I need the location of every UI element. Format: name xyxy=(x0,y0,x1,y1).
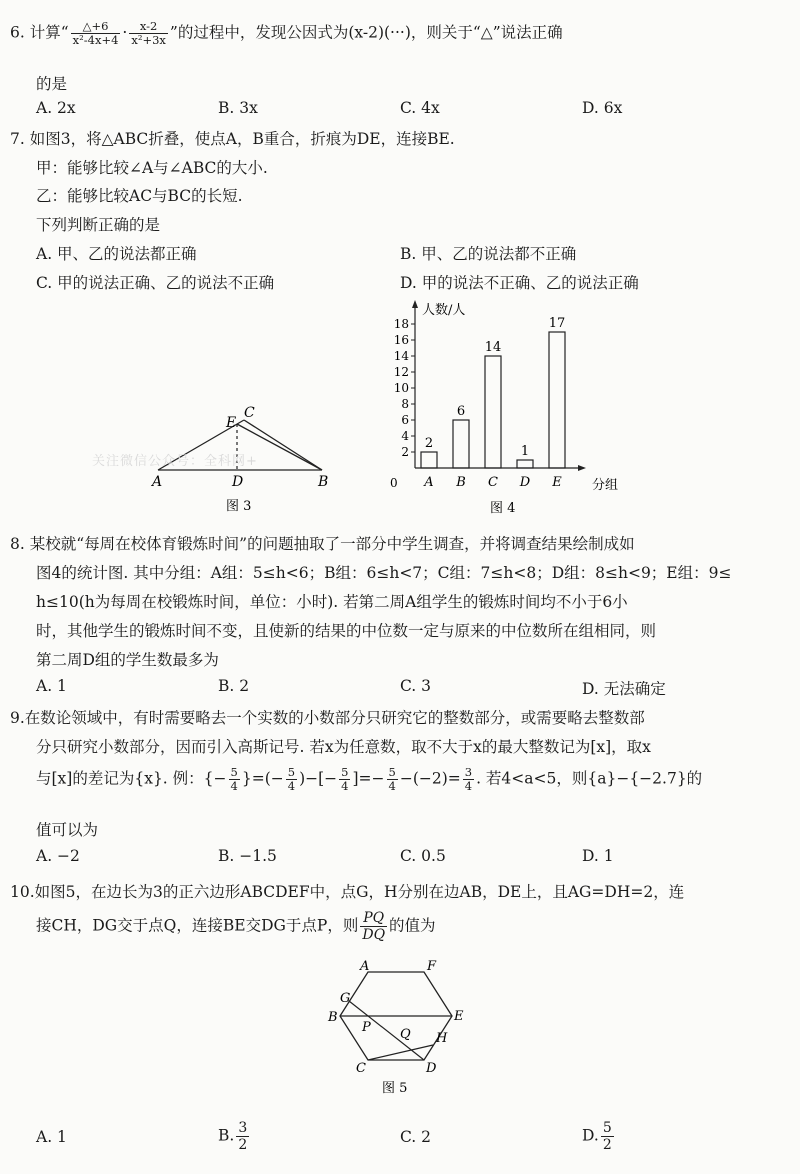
q7-stem xyxy=(10,127,455,149)
chart-y-arrow xyxy=(412,300,418,308)
q10-l2-a: 接CH，DG交于点Q，连接BE交DG于点P，则 xyxy=(36,916,359,935)
q6-option-a: A. 2x xyxy=(36,99,76,117)
q6-frac2-num: x-2 xyxy=(139,19,158,33)
q6-line2: 的是 xyxy=(36,75,68,93)
q9-frac1-num: 5 xyxy=(230,765,238,779)
fig3-label-d: D xyxy=(232,474,244,490)
q9-line1-text: 在数论领域中，有时需要略去一个实数的小数部分只研究它的整数部分，或需要略去整数部 xyxy=(24,709,645,727)
fig5-label-p: P xyxy=(362,1020,371,1035)
q9-frac-5 xyxy=(463,766,474,793)
q8-option-a: A. 1 xyxy=(36,677,67,695)
bar-value-label: 1 xyxy=(520,444,530,459)
fig5-label-e: E xyxy=(454,1009,464,1024)
q10-option-d xyxy=(582,1120,616,1153)
x-category-label: E xyxy=(552,475,562,490)
q10-option-d-frac xyxy=(601,1120,614,1153)
q9-line1 xyxy=(10,706,645,728)
q9-frac-3 xyxy=(339,766,350,793)
q8-line1-text: 某校就“每周在校体育锻炼时间”的问题抽取了一部分中学生调查，并将调查结果绘制成如 xyxy=(29,535,635,553)
q6-option-d: D. 6x xyxy=(582,99,623,117)
q8-line5: 第二周D组的学生数最多为 xyxy=(36,651,219,669)
bar-A xyxy=(421,452,437,468)
q6-frac1-num: △+6 xyxy=(82,19,109,33)
q6-fraction-1 xyxy=(71,20,121,47)
q8-option-d: D. 无法确定 xyxy=(582,680,666,698)
q9-option-c: C. 0.5 xyxy=(400,847,446,865)
q10-option-b-frac xyxy=(236,1120,249,1153)
q9-line4: 值可以为 xyxy=(36,821,99,839)
q9-option-a: A. −2 xyxy=(36,847,80,865)
chart-x-arrow xyxy=(578,465,586,471)
q7-ask: 下列判断正确的是 xyxy=(36,216,161,234)
chart-y-label: 人数/人 xyxy=(422,303,466,318)
q6-number: 6. xyxy=(10,23,25,42)
y-tick-label: 2 xyxy=(401,445,409,459)
q9-frac5-den: 4 xyxy=(464,779,473,793)
fig5-label-c: C xyxy=(356,1061,366,1076)
q10-option-d-letter: D. xyxy=(582,1126,599,1145)
q6-pre: 计算“ xyxy=(29,23,69,42)
q6-line1 xyxy=(10,20,563,47)
fig5-segment-ch xyxy=(368,1045,433,1060)
q10-optd-den: 2 xyxy=(602,1137,612,1153)
q6-fraction-2 xyxy=(129,20,168,47)
bar-value-label: 14 xyxy=(484,340,502,355)
q9-frac1-den: 4 xyxy=(230,779,238,793)
figure-5 xyxy=(320,958,470,1098)
q7-stem-text: 如图3，将△ABC折叠，使点A，B重合，折痕为DE，连接BE. xyxy=(29,130,455,148)
q10-frac-num: PQ xyxy=(363,910,385,926)
q8-line3: h≤10(h为每周在校锻炼时间，单位：小时). 若第二周A组学生的锻炼时间均不小于6小 xyxy=(36,593,628,611)
q10-line1 xyxy=(10,880,684,902)
chart-x-label: 分组 xyxy=(592,478,619,493)
fig5-label-g: G xyxy=(340,991,351,1006)
q8-option-c: C. 3 xyxy=(400,677,432,695)
y-tick-label: 16 xyxy=(393,333,409,347)
y-tick-label: 6 xyxy=(401,413,409,427)
q10-line2 xyxy=(36,910,436,943)
q9-l3-e: −(−2)= xyxy=(399,769,461,788)
fig5-label-d: D xyxy=(426,1061,437,1076)
q9-number: 9. xyxy=(10,709,25,727)
bar-B xyxy=(453,420,469,468)
fig5-label-q: Q xyxy=(400,1027,411,1042)
q9-l3-b: }=(− xyxy=(241,769,284,788)
fig5-label-h: H xyxy=(436,1031,448,1046)
q9-l3-d: ]=− xyxy=(352,769,385,788)
q10-optb-num: 3 xyxy=(238,1120,248,1136)
q7-option-c: C. 甲的说法正确、乙的说法不正确 xyxy=(36,274,275,292)
q8-number: 8. xyxy=(10,535,25,553)
x-category-label: D xyxy=(519,475,531,490)
q10-frac-pq-dq xyxy=(360,910,387,943)
fig5-label-a: A xyxy=(360,959,370,974)
q7-option-a: A. 甲、乙的说法都正确 xyxy=(36,245,197,263)
q9-frac-2 xyxy=(286,766,297,793)
fig5-segment-dg xyxy=(349,1001,424,1060)
q9-frac2-den: 4 xyxy=(287,779,296,793)
q9-frac4-num: 5 xyxy=(388,765,396,779)
bar-value-label: 17 xyxy=(548,316,566,331)
q7-option-d: D. 甲的说法不正确、乙的说法正确 xyxy=(400,274,639,292)
q10-number: 10. xyxy=(10,883,35,901)
q8-line2: 图4的统计图. 其中分组：A组：5≤h<6；B组：6≤h<7；C组：7≤h<8；D组：8≤h<9；E组：9≤ xyxy=(36,564,732,582)
fig5-label-b: B xyxy=(328,1010,338,1025)
q9-frac-4 xyxy=(387,766,398,793)
q9-option-d: D. 1 xyxy=(582,847,614,865)
q10-line1-text: 如图5，在边长为3的正六边形ABCDEF中，点G，H分别在边AB，DE上，且AG=DH=2，连 xyxy=(34,883,685,901)
bar-value-label: 2 xyxy=(424,436,434,451)
q8-option-b: B. 2 xyxy=(218,677,250,695)
q9-frac-1 xyxy=(229,766,240,793)
y-tick-label: 14 xyxy=(393,349,409,363)
fig3-label-c: C xyxy=(244,405,255,421)
x-category-label: C xyxy=(488,475,498,490)
q10-frac-den: DQ xyxy=(362,927,386,943)
q6-option-c: C. 4x xyxy=(400,99,440,117)
fig5-label-f: F xyxy=(427,959,437,974)
bar-C xyxy=(485,356,501,468)
bar-E xyxy=(549,332,565,468)
y-tick-label: 10 xyxy=(393,381,409,395)
x-category-label: B xyxy=(456,475,466,490)
y-tick-label: 12 xyxy=(393,365,409,379)
q7-jia: 甲：能够比较∠A与∠ABC的大小. xyxy=(36,159,268,177)
y-tick-label: 4 xyxy=(401,429,409,443)
q7-number: 7. xyxy=(10,130,25,148)
q9-frac2-num: 5 xyxy=(287,765,296,779)
bar-value-label: 6 xyxy=(456,404,466,419)
chart-bars xyxy=(421,316,565,490)
q9-option-b: B. −1.5 xyxy=(218,847,277,865)
q7-yi: 乙：能够比较AC与BC的长短. xyxy=(36,187,243,205)
q8-line1 xyxy=(10,532,635,554)
fig3-label-e: E xyxy=(226,415,237,431)
fig3-label-b: B xyxy=(318,474,329,490)
fig3-label-a: A xyxy=(152,474,163,490)
q9-frac3-den: 4 xyxy=(341,779,349,793)
q9-l3-f: . 若4<a<5，则{a}−{−2.7}的 xyxy=(476,769,703,788)
q10-option-b-letter: B. xyxy=(218,1126,235,1145)
watermark: 关注微信公众号：全科网+ xyxy=(92,454,258,469)
q10-option-c: C. 2 xyxy=(400,1128,432,1146)
q9-l3-c: )−[− xyxy=(299,769,338,788)
q6-frac2-den: x²+3x xyxy=(131,33,166,47)
chart-origin-label: 0 xyxy=(390,476,398,490)
fig5-caption: 图 5 xyxy=(382,1081,408,1096)
q10-l2-b: 的值为 xyxy=(389,916,436,935)
q10-optd-num: 5 xyxy=(602,1120,612,1136)
figure-4-chart xyxy=(370,298,620,520)
y-tick-label: 18 xyxy=(393,317,409,331)
chart-y-ticks xyxy=(394,317,415,459)
q9-frac5-num: 3 xyxy=(464,765,473,779)
q6-dot: · xyxy=(122,23,128,42)
q9-line2: 分只研究小数部分，因而引入高斯记号. 若x为任意数，取不大于x的最大整数记为[x]，取x xyxy=(36,738,651,756)
q6-frac1-den: x²-4x+4 xyxy=(72,33,119,47)
q10-optb-den: 2 xyxy=(238,1137,248,1153)
q8-line4: 时，其他学生的锻炼时间不变，且使新的结果的中位数一定与原来的中位数所在组相同，则 xyxy=(36,622,657,640)
q7-option-b: B. 甲、乙的说法都不正确 xyxy=(400,245,577,263)
q10-option-b xyxy=(218,1120,251,1153)
bar-D xyxy=(517,460,533,468)
x-category-label: A xyxy=(424,475,434,490)
q9-l3-a: 与[x]的差记为{x}. 例：{− xyxy=(36,769,227,788)
q6-option-b: B. 3x xyxy=(218,99,258,117)
q9-line3 xyxy=(36,766,702,793)
q9-frac3-num: 5 xyxy=(341,765,349,779)
q6-post: ”的过程中，发现公因式为(x-2)(···)，则关于“△”说法正确 xyxy=(169,23,563,42)
q9-frac4-den: 4 xyxy=(388,779,396,793)
chart-caption: 图 4 xyxy=(490,501,516,516)
q10-option-a: A. 1 xyxy=(36,1128,67,1146)
y-tick-label: 8 xyxy=(401,397,409,411)
fig3-caption: 图 3 xyxy=(226,499,252,514)
